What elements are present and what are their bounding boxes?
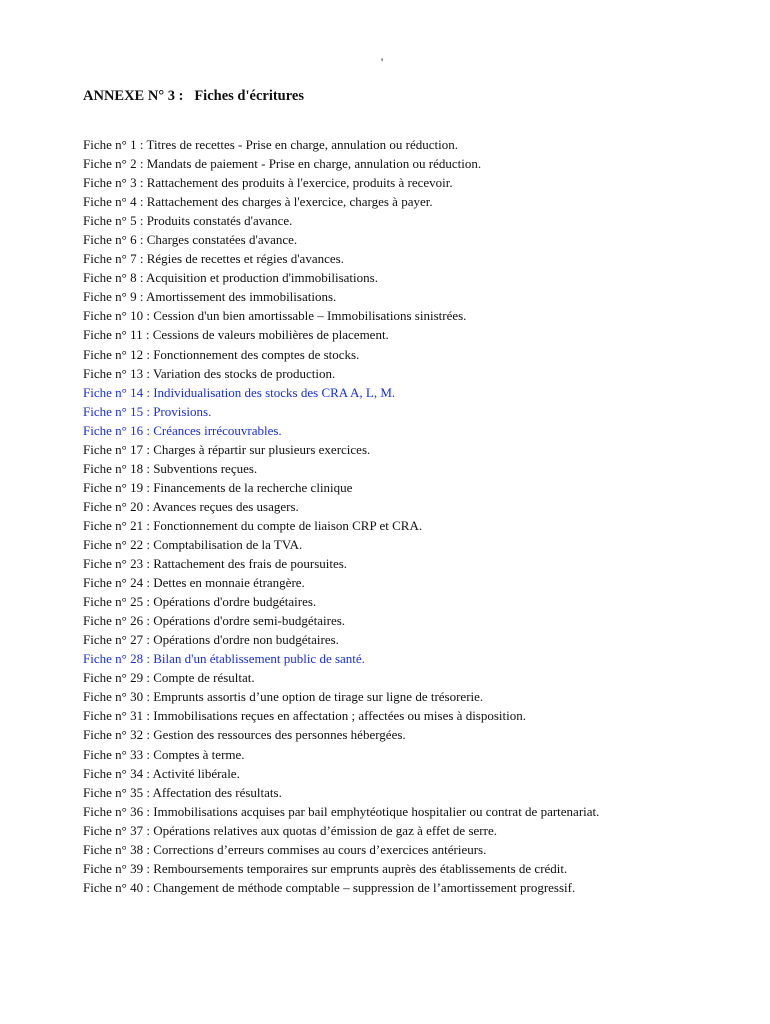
fiche-item: Fiche n° 1 : Titres de recettes - Prise en charge, annulation ou réduction.	[83, 137, 459, 152]
fiche-item: Fiche n° 36 : Immobilisations acquises par bail emphytéotique hospitalier ou contrat de partenariat.	[83, 803, 600, 819]
fiche-item: Fiche n° 26 : Opérations d'ordre semi-budgétaires.	[83, 613, 346, 629]
fiche-link[interactable]: Fiche n° 15 : Provisions.	[83, 403, 212, 419]
fiche-item: Fiche n° 8 : Acquisition et production d'immobilisations.	[83, 270, 378, 286]
fiche-item: Fiche n° 6 : Charges constatées d'avance.	[83, 232, 298, 248]
fiche-item: Fiche n° 21 : Fonctionnement du compte de liaison CRP et CRA.	[83, 517, 423, 533]
fiche-item: Fiche n° 10 : Cession d'un bien amortissable – Immobilisations sinistrées.	[83, 308, 467, 324]
fiche-item: Fiche n° 27 : Opérations d'ordre non budgétaires.	[83, 632, 339, 648]
fiche-item: Fiche n° 2 : Mandats de paiement - Prise en charge, annulation ou réduction.	[83, 156, 482, 172]
fiche-item: Fiche n° 13 : Variation des stocks de production.	[83, 365, 336, 381]
fiche-item: Fiche n° 32 : Gestion des ressources des personnes hébergées.	[83, 727, 406, 743]
fiche-item: Fiche n° 20 : Avances reçues des usagers.	[83, 498, 299, 514]
fiche-item: Fiche n° 5 : Produits constatés d'avance.	[83, 213, 293, 229]
fiche-link[interactable]: Fiche n° 16 : Créances irrécouvrables.	[83, 422, 282, 438]
fiche-item: Fiche n° 11 : Cessions de valeurs mobilières de placement.	[83, 327, 389, 343]
fiche-item: Fiche n° 37 : Opérations relatives aux quotas d’émission de gaz à effet de serre.	[83, 822, 497, 838]
fiche-item: Fiche n° 12 : Fonctionnement des comptes de stocks.	[83, 346, 360, 362]
page-title: ANNEXE N° 3 : Fiches d'écritures	[83, 88, 304, 104]
fiche-item: Fiche n° 23 : Rattachement des frais de poursuites.	[83, 556, 348, 572]
fiche-item: Fiche n° 31 : Immobilisations reçues en affectation ; affectées ou mises à disposition.	[83, 708, 527, 724]
fiche-list	[83, 135, 599, 897]
fiche-item: Fiche n° 24 : Dettes en monnaie étrangère.	[83, 575, 305, 591]
fiche-item: Fiche n° 35 : Affectation des résultats.	[83, 784, 282, 800]
fiche-item: Fiche n° 29 : Compte de résultat.	[83, 670, 255, 686]
fiche-item: Fiche n° 4 : Rattachement des charges à l'exercice, charges à payer.	[83, 194, 433, 210]
fiche-item: Fiche n° 33 : Comptes à terme.	[83, 746, 245, 762]
fiche-item: Fiche n° 17 : Charges à répartir sur plusieurs exercices.	[83, 441, 371, 457]
fiche-item: Fiche n° 25 : Opérations d'ordre budgétaires.	[83, 594, 317, 610]
fiche-item: Fiche n° 39 : Remboursements temporaires sur emprunts auprès des établissements de crédit.	[83, 860, 568, 876]
fiche-item: Fiche n° 18 : Subventions reçues.	[83, 460, 258, 476]
fiche-item: Fiche n° 9 : Amortissement des immobilisations.	[83, 289, 337, 305]
fiche-item: Fiche n° 19 : Financements de la recherche clinique	[83, 479, 353, 495]
fiche-item: Fiche n° 34 : Activité libérale.	[83, 765, 240, 781]
fiche-item: Fiche n° 40 : Changement de méthode comptable – suppression de l’amortissement progressif.	[83, 879, 576, 895]
fiche-item: Fiche n° 38 : Corrections d’erreurs commises au cours d’exercices antérieurs.	[83, 841, 487, 857]
fiche-link[interactable]: Fiche n° 14 : Individualisation des stocks des CRA A, L, M.	[83, 384, 396, 400]
fiche-item: Fiche n° 7 : Régies de recettes et régies d'avances.	[83, 251, 344, 267]
fiche-item: Fiche n° 3 : Rattachement des produits à l'exercice, produits à recevoir.	[83, 175, 453, 191]
top-mark: '	[381, 55, 384, 69]
fiche-link[interactable]: Fiche n° 28 : Bilan d'un établissement public de santé.	[83, 651, 365, 667]
fiche-item: Fiche n° 30 : Emprunts assortis d’une option de tirage sur ligne de trésorerie.	[83, 689, 484, 705]
fiche-item: Fiche n° 22 : Comptabilisation de la TVA.	[83, 536, 303, 552]
